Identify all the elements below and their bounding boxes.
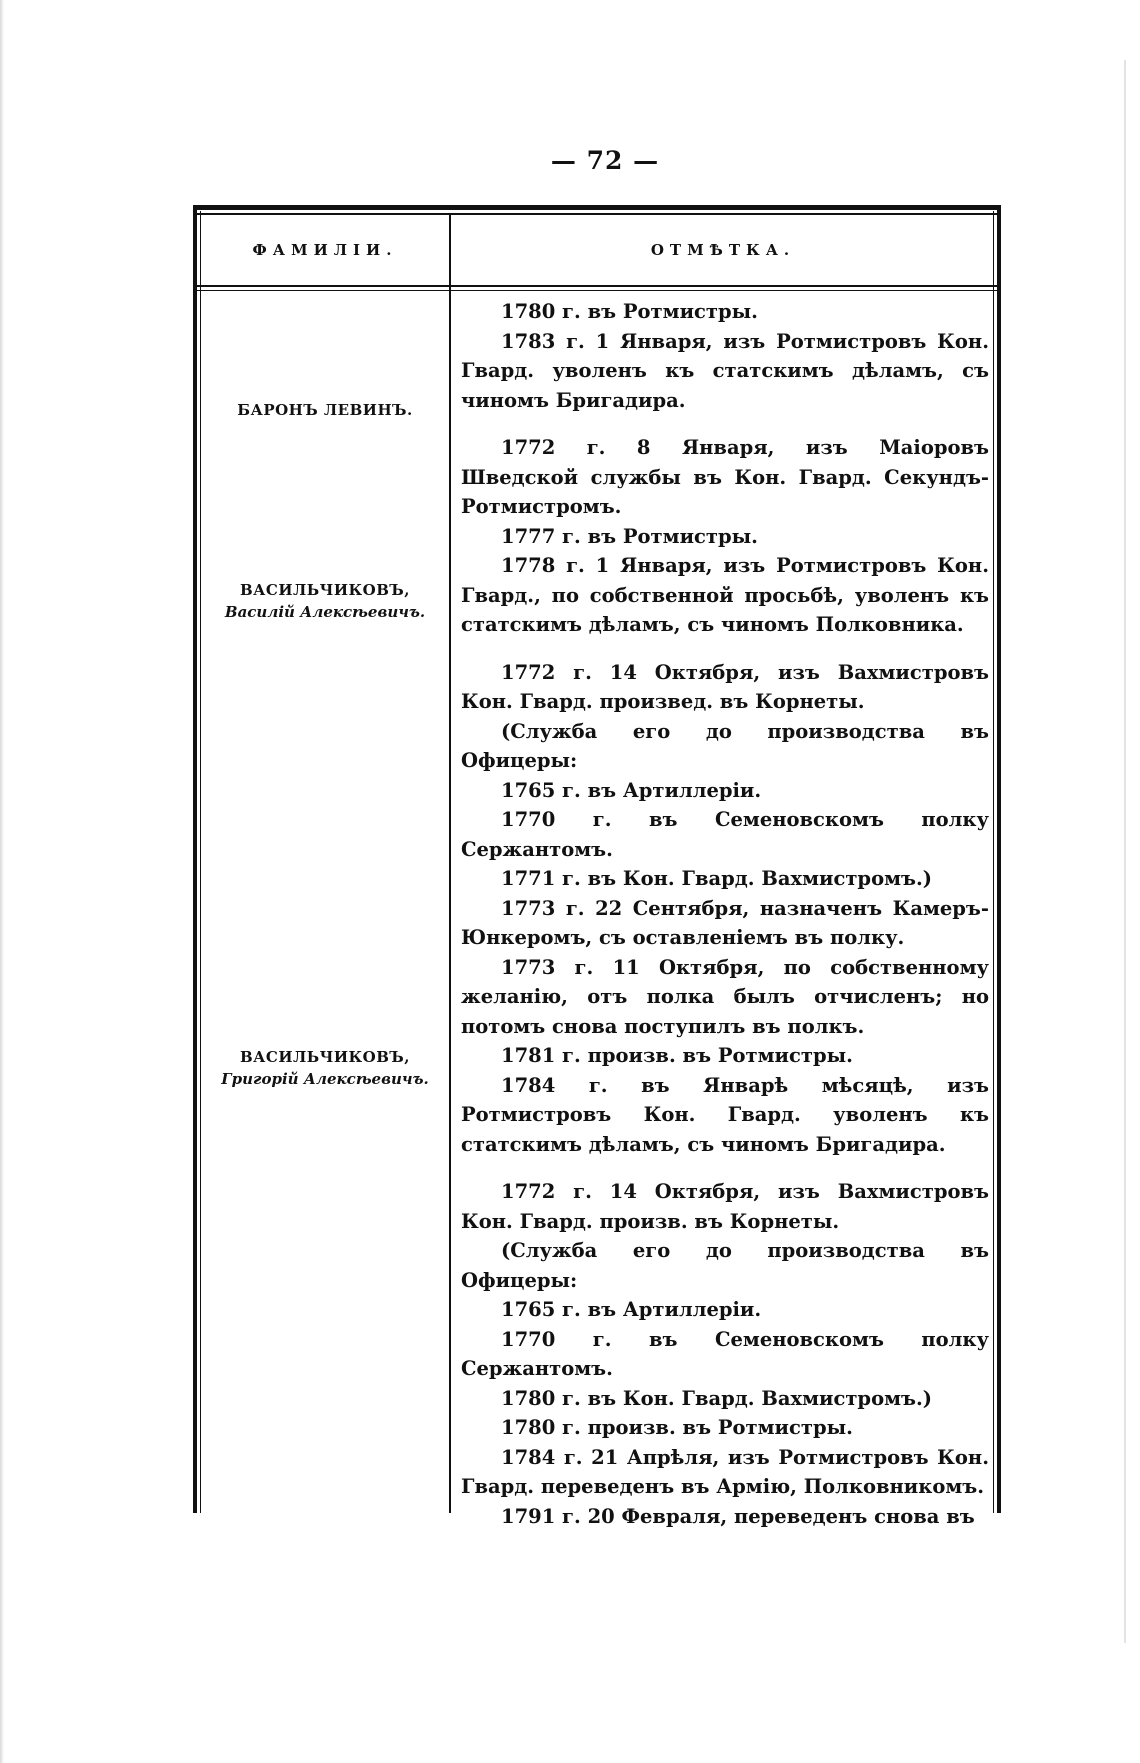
column-divider xyxy=(449,215,451,1513)
header-names: ФАМИЛІИ. xyxy=(252,241,398,259)
surname: ВАСИЛЬЧИКОВЪ, xyxy=(240,581,410,599)
page-number: — 72 — xyxy=(550,146,660,175)
given-name: Григорій Алексѣевичъ. xyxy=(221,1070,429,1088)
note-entry: 1780 г. въ Кон. Гвард. Вахмистромъ.) xyxy=(501,1386,932,1410)
table-right-border xyxy=(997,205,1001,1513)
note-entry: 1780 г. произв. въ Ротмистры. xyxy=(501,1416,853,1439)
note-entry: 1777 г. въ Ротмистры. xyxy=(501,524,758,548)
name-entry xyxy=(203,1048,447,1088)
note-entry: 1772 г. 8 Января, изъ Маіоровъ Шведской службы въ Кон. Гвард. Секундъ-Ротмистромъ. xyxy=(461,436,989,518)
scan-edge-left xyxy=(0,0,4,1763)
header-rule xyxy=(193,285,1001,287)
note-entry: 1770 г. въ Семеновскомъ полку Сержантомъ. xyxy=(461,808,989,861)
note-entry: 1784 г. 21 Апрѣля, изъ Ротмистровъ Кон. Гвард. переведенъ въ Армію, Полковникомъ. xyxy=(461,1445,989,1498)
scan-edge-right xyxy=(1124,60,1126,1643)
note-entry: (Служба его до производства въ Офицеры: xyxy=(461,719,989,772)
table-top-rule xyxy=(193,205,1001,210)
note-entry: 1791 г. 20 Февраля, переведенъ снова въ xyxy=(501,1504,975,1528)
notes-column xyxy=(461,297,989,1531)
table-top-rule-thin xyxy=(193,213,1001,215)
note-entry: (Служба его до производства въ Офицеры: xyxy=(461,1239,989,1292)
header-notes: ОТМѢТКА. xyxy=(650,241,796,259)
note-entry: 1772 г. 14 Октября, изъ Вахмистровъ Кон. Гвард. произвед. въ Корнеты. xyxy=(461,660,989,713)
note-entry: 1783 г. 1 Января, изъ Ротмистровъ Кон. Гвард. уволенъ къ статскимъ дѣламъ, съ чиномъ Бригадира. xyxy=(461,329,989,412)
note-entry: 1765 г. въ Артиллеріи. xyxy=(501,778,762,802)
note-entry: 1773 г. 22 Сентября, назначенъ Камеръ-Юнкеромъ, съ оставленіемъ въ полку. xyxy=(461,896,989,949)
surname: БАРОНЪ ЛЕВИНЪ. xyxy=(237,401,413,419)
note-entry: 1770 г. въ Семеновскомъ полку Сержантомъ. xyxy=(461,1327,989,1380)
header-rule-thin xyxy=(193,290,1001,291)
note-entry: 1781 г. произв. въ Ротмистры. xyxy=(501,1044,853,1067)
note-entry: 1765 г. въ Артиллеріи. xyxy=(501,1298,762,1321)
surname: ВАСИЛЬЧИКОВЪ, xyxy=(240,1048,410,1066)
table-right-border-thin xyxy=(993,211,994,1513)
name-entry xyxy=(203,581,447,621)
name-entry xyxy=(203,401,447,419)
note-entry: 1778 г. 1 Января, изъ Ротмистровъ Кон. Гвард., по собственной просьбѣ, уволенъ къ статскимъ дѣламъ, съ чиномъ Полковника. xyxy=(461,554,989,636)
note-entry: 1780 г. въ Ротмистры. xyxy=(501,300,758,323)
note-entry: 1771 г. въ Кон. Гвард. Вахмистромъ.) xyxy=(501,867,932,890)
register-table xyxy=(193,205,1001,1528)
table-left-border-thin xyxy=(200,211,201,1513)
note-entry: 1773 г. 11 Октября, по собственному желанію, отъ полка былъ отчисленъ; но потомъ снова поступилъ въ полкъ. xyxy=(461,955,989,1038)
note-entry: 1784 г. въ Январѣ мѣсяцѣ, изъ Ротмистровъ Кон. Гвард. уволенъ къ статскимъ дѣламъ, съ чиномъ Бригадира. xyxy=(461,1073,989,1156)
given-name: Василій Алексѣевичъ. xyxy=(224,603,426,621)
table-left-border xyxy=(193,205,197,1513)
note-entry: 1772 г. 14 Октября, изъ Вахмистровъ Кон. Гвард. произв. въ Корнеты. xyxy=(461,1180,989,1233)
